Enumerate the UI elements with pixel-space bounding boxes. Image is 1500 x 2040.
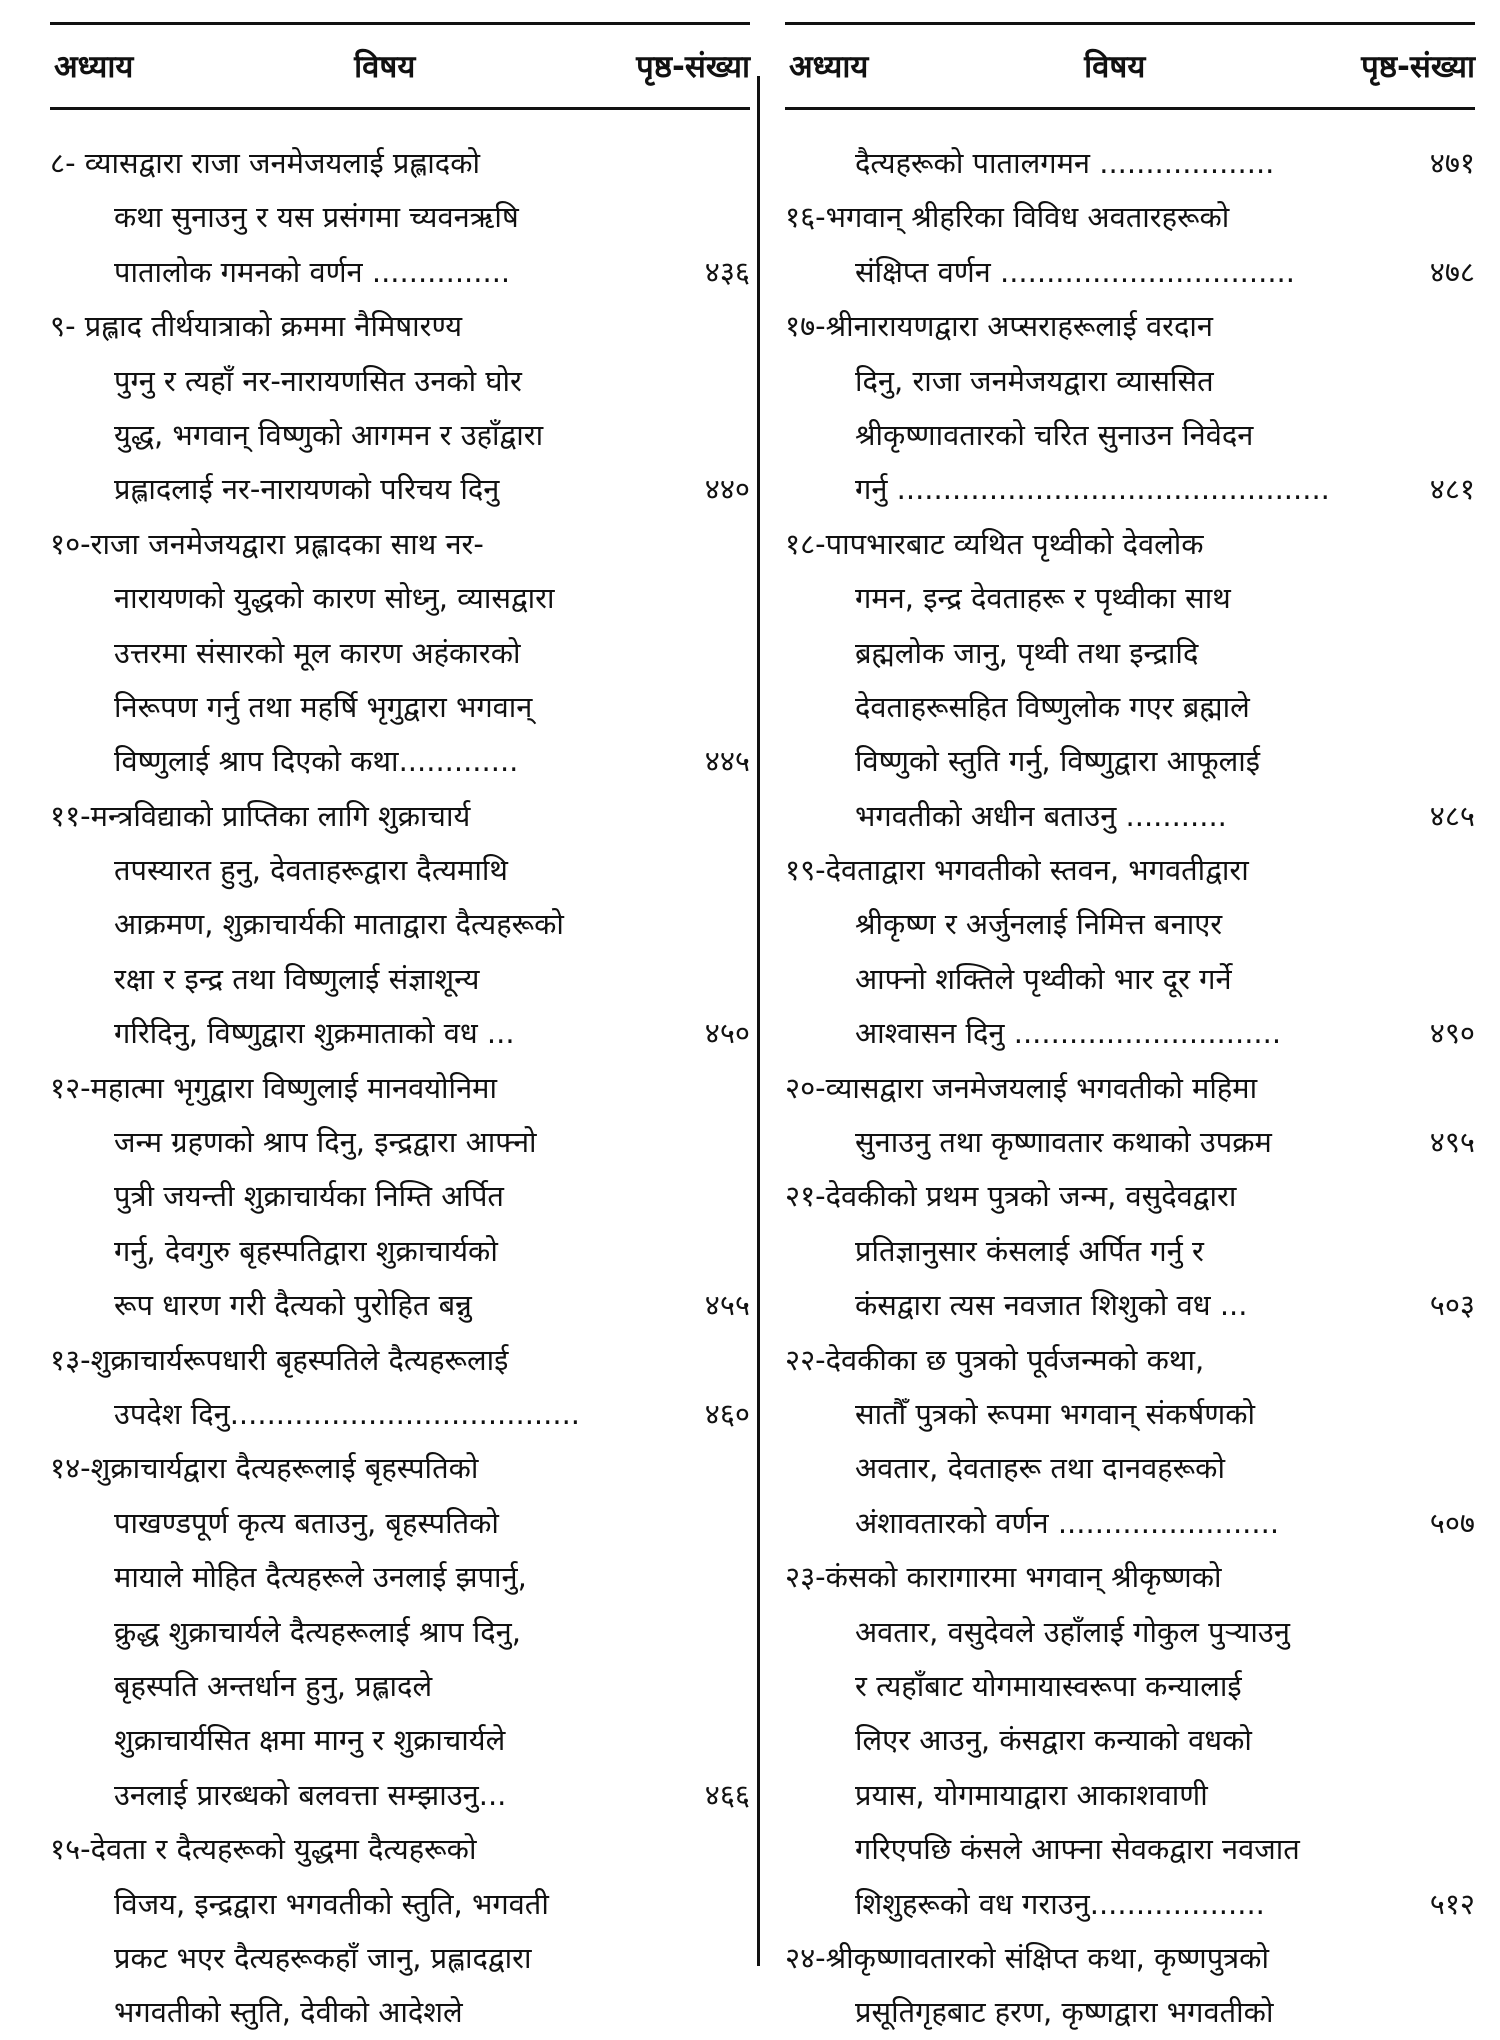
entry-text: १३-शुक्राचार्यरूपधारी बृहस्पतिले दैत्यहरूलाई — [50, 1342, 509, 1377]
entry-text: २१-देवकीको प्रथम पुत्रको जन्म, वसुदेवद्वारा — [785, 1179, 1237, 1214]
entry-page-number: ४८५ — [1429, 798, 1475, 833]
entry-text: सातौँ पुत्रको रूपमा भगवान् संकर्षणको — [855, 1396, 1255, 1431]
entry-line — [50, 1931, 750, 1985]
entry-line — [50, 1061, 750, 1115]
entry-line — [785, 1713, 1475, 1767]
entry-text: गर्नु, देवगुरु बृहस्पतिद्वारा शुक्राचार्यको — [114, 1233, 498, 1268]
column-divider — [757, 76, 760, 1966]
entry-text: क्रुद्ध शुक्राचार्यले दैत्यहरूलाई श्राप दिनु, — [114, 1614, 521, 1649]
left-column — [50, 22, 750, 2040]
entry-page-number: ५०७ — [1429, 1505, 1475, 1540]
entry-text: उत्तरमा संसारको मूल कारण अहंकारको — [114, 635, 521, 670]
entry-line — [50, 843, 750, 897]
entry-text: आक्रमण, शुक्राचार्यकी माताद्वारा दैत्यहरूको — [114, 907, 564, 942]
entry-text: दैत्यहरूको पातालगमन ................... — [855, 146, 1275, 180]
entry-line — [785, 136, 1475, 190]
right-column — [785, 22, 1475, 2040]
entry-text: ९- प्रह्लाद तीर्थयात्राको क्रममा नैमिषारण्य — [50, 309, 463, 344]
entry-line — [785, 1550, 1475, 1604]
entry-text: शुक्राचार्यसित क्षमा माग्नु र शुक्राचार्यले — [114, 1723, 506, 1758]
entry-page-number: ४९५ — [1429, 1125, 1475, 1160]
entry-line — [785, 1768, 1475, 1822]
entry-line — [785, 1278, 1475, 1332]
column-header-left — [50, 25, 750, 110]
entry-line — [785, 1333, 1475, 1387]
entry-text: प्रतिज्ञानुसार कंसलाई अर्पित गर्नु र — [855, 1233, 1204, 1268]
entry-line — [785, 1006, 1475, 1060]
toc-entry — [785, 1061, 1475, 1170]
entry-line — [50, 408, 750, 462]
entry-page-number: ४७१ — [1429, 146, 1475, 180]
entries-right — [785, 136, 1475, 2040]
entry-text: कथा सुनाउनु र यस प्रसंगमा च्यवनऋषि — [114, 200, 519, 235]
entry-text: रक्षा र इन्द्र तथा विष्णुलाई संज्ञाशून्य — [114, 961, 480, 996]
toc-entry — [785, 136, 1475, 190]
entry-line — [785, 1387, 1475, 1441]
entry-text: श्रीकृष्णावतारको चरित सुनाउन निवेदन — [855, 417, 1254, 452]
toc-entry — [50, 1061, 750, 1333]
entry-line — [785, 571, 1475, 625]
entry-text: १७-श्रीनारायणद्वारा अप्सराहरूलाई वरदान — [785, 309, 1213, 344]
header-subject: विषय — [1084, 49, 1146, 85]
entry-text: भगवतीको स्तुति, देवीको आदेशले — [114, 1995, 463, 2030]
entry-text: ११-मन्त्रविद्याको प्राप्तिका लागि शुक्राचार्य — [50, 798, 471, 833]
entry-line — [785, 299, 1475, 353]
entry-line — [50, 680, 750, 734]
entry-line — [785, 1605, 1475, 1659]
entry-line — [50, 190, 750, 244]
entry-text: दिनु, राजा जनमेजयद्वारा व्याससित — [855, 363, 1214, 398]
entry-line — [785, 1822, 1475, 1876]
entry-text: संक्षिप्त वर्णन ................................ — [855, 254, 1295, 289]
entry-text: विष्णुको स्तुति गर्नु, विष्णुद्वारा आफूलाई — [855, 744, 1260, 779]
entry-line — [50, 1713, 750, 1767]
toc-entry — [785, 299, 1475, 517]
entry-text: लिएर आउनु, कंसद्वारा कन्याको वधको — [855, 1723, 1252, 1758]
entry-text: गरिदिनु, विष्णुद्वारा शुक्रमाताको वध ... — [114, 1016, 515, 1051]
toc-entry — [785, 843, 1475, 1061]
entry-text: जन्म ग्रहणको श्राप दिनु, इन्द्रद्वारा आफ्नो — [114, 1125, 537, 1160]
entry-line — [785, 897, 1475, 951]
entry-text: १६-भगवान् श्रीहरिका विविध अवतारहरूको — [785, 200, 1230, 235]
toc-entry — [50, 136, 750, 299]
entry-line — [785, 1985, 1475, 2039]
entry-line — [785, 626, 1475, 680]
entry-page-number: ४६६ — [704, 1777, 750, 1812]
entry-line — [50, 462, 750, 516]
entry-text: विष्णुलाई श्राप दिएको कथा............. — [114, 744, 519, 779]
entry-text: तपस्यारत हुनु, देवताहरूद्वारा दैत्यमाथि — [114, 853, 508, 888]
entry-page-number: ५१२ — [1429, 1886, 1475, 1921]
toc-entry — [785, 1931, 1475, 2040]
entry-line — [50, 1224, 750, 1278]
entry-text: रूप धारण गरी दैत्यको पुरोहित बन्नु — [114, 1288, 472, 1323]
entry-line — [50, 354, 750, 408]
entry-line — [785, 1169, 1475, 1223]
entry-text: अवतार, देवताहरू तथा दानवहरूको — [855, 1451, 1225, 1486]
entry-text: आफ्नो शक्तिले पृथ्वीको भार दूर गर्ने — [855, 961, 1232, 996]
entry-text: पाखण्डपूर्ण कृत्य बताउनु, बृहस्पतिको — [114, 1505, 499, 1540]
entry-page-number: ४४५ — [704, 744, 750, 779]
entry-text: युद्ध, भगवान् विष्णुको आगमन र उहाँद्वारा — [114, 417, 544, 452]
entry-line — [785, 1496, 1475, 1550]
entry-line — [785, 1441, 1475, 1495]
header-subject: विषय — [354, 49, 416, 85]
toc-entry — [50, 517, 750, 789]
entry-text: प्रयास, योगमायाद्वारा आकाशवाणी — [855, 1777, 1208, 1812]
toc-entry — [50, 1441, 750, 1822]
entry-page-number: ४५५ — [704, 1288, 750, 1323]
header-page: पृष्ठ-संख्या — [1361, 49, 1475, 85]
entry-text: विजय, इन्द्रद्वारा भगवतीको स्तुति, भगवती — [114, 1886, 549, 1921]
entry-line — [785, 734, 1475, 788]
entry-line — [785, 1061, 1475, 1115]
toc-entry — [50, 789, 750, 1061]
entry-line — [50, 245, 750, 299]
entry-page-number: ४५० — [704, 1016, 750, 1051]
entry-line — [785, 354, 1475, 408]
entry-text: गर्नु ............................................... — [855, 472, 1330, 507]
entry-page-number: ५०३ — [1429, 1288, 1475, 1323]
entry-line — [50, 1768, 750, 1822]
entry-line — [785, 952, 1475, 1006]
toc-entry — [50, 299, 750, 517]
entries-left — [50, 136, 750, 2040]
entry-line — [785, 517, 1475, 571]
header-chapter: अध्याय — [789, 49, 869, 85]
entry-page-number: ४९० — [1429, 1016, 1475, 1051]
entry-text: अवतार, वसुदेवले उहाँलाई गोकुल पुऱ्याउनु — [855, 1614, 1290, 1649]
entry-line — [50, 1822, 750, 1876]
entry-text: उपदेश दिनु...................................... — [114, 1396, 581, 1431]
entry-text: सुनाउनु तथा कृष्णावतार कथाको उपक्रम — [855, 1125, 1272, 1160]
entry-line — [785, 1224, 1475, 1278]
entry-line — [50, 1115, 750, 1169]
entry-text: प्रह्लादलाई नर-नारायणको परिचय दिनु — [114, 472, 500, 507]
entry-text: कंसद्वारा त्यस नवजात शिशुको वध ... — [855, 1288, 1248, 1323]
entry-line — [785, 843, 1475, 897]
entry-line — [50, 571, 750, 625]
entry-line — [50, 1605, 750, 1659]
entry-line — [785, 789, 1475, 843]
entry-line — [50, 789, 750, 843]
entry-line — [50, 1333, 750, 1387]
entry-line — [50, 897, 750, 951]
entry-text: मायाले मोहित दैत्यहरूले उनलाई झपार्नु, — [114, 1560, 527, 1595]
entry-line — [785, 245, 1475, 299]
entry-line — [50, 1387, 750, 1441]
entry-text: बृहस्पति अन्तर्धान हुनु, प्रह्लादले — [114, 1668, 433, 1703]
entry-text: १९-देवताद्वारा भगवतीको स्तवन, भगवतीद्वारा — [785, 853, 1249, 888]
entry-line — [50, 1985, 750, 2039]
entry-line — [785, 1659, 1475, 1713]
entry-text: १८-पापभारबाट व्यथित पृथ्वीको देवलोक — [785, 526, 1204, 561]
entry-text: पातालोक गमनको वर्णन ............... — [114, 254, 511, 289]
entry-text: २०-व्यासद्वारा जनमेजयलाई भगवतीको महिमा — [785, 1070, 1258, 1105]
entry-page-number: ४३६ — [704, 254, 750, 289]
entry-line — [50, 1278, 750, 1332]
header-page: पृष्ठ-संख्या — [636, 49, 750, 85]
entry-page-number: ४६० — [704, 1396, 750, 1431]
entry-line — [785, 1115, 1475, 1169]
entry-line — [50, 1877, 750, 1931]
entry-text: देवताहरूसहित विष्णुलोक गएर ब्रह्माले — [855, 689, 1250, 724]
entry-line — [785, 462, 1475, 516]
entry-line — [50, 952, 750, 1006]
entry-text: अंशावतारको वर्णन ........................ — [855, 1505, 1280, 1540]
entry-text: ब्रह्मलोक जानु, पृथ्वी तथा इन्द्रादि — [855, 635, 1199, 670]
entry-line — [785, 1931, 1475, 1985]
entry-text: गमन, इन्द्र देवताहरू र पृथ्वीका साथ — [855, 581, 1231, 616]
toc-entry — [785, 190, 1475, 299]
entry-line — [50, 626, 750, 680]
entry-text: १४-शुक्राचार्यद्वारा दैत्यहरूलाई बृहस्पतिको — [50, 1451, 479, 1486]
entry-line — [785, 680, 1475, 734]
entry-text: प्रकट भएर दैत्यहरूकहाँ जानु, प्रह्लादद्वारा — [114, 1940, 532, 1975]
entry-text: नारायणको युद्धको कारण सोध्नु, व्यासद्वारा — [114, 581, 555, 616]
column-header-right — [785, 25, 1475, 110]
entry-line — [50, 1441, 750, 1495]
entry-page-number: ४८१ — [1429, 472, 1475, 507]
entry-line — [50, 1169, 750, 1223]
header-chapter: अध्याय — [54, 49, 134, 85]
entry-line — [50, 299, 750, 353]
entry-line — [50, 1550, 750, 1604]
entry-line — [50, 517, 750, 571]
entry-page-number: ४४० — [704, 472, 750, 507]
entry-text: शिशुहरूको वध गराउनु................... — [855, 1886, 1265, 1921]
entry-text: गरिएपछि कंसले आफ्ना सेवकद्वारा नवजात — [855, 1832, 1300, 1867]
entry-text: १२-महात्मा भृगुद्वारा विष्णुलाई मानवयोनिमा — [50, 1070, 498, 1105]
entry-line — [785, 190, 1475, 244]
entry-text: २३-कंसको कारागारमा भगवान् श्रीकृष्णको — [785, 1560, 1222, 1595]
toc-entry — [785, 1550, 1475, 1931]
entry-text: प्रसूतिगृहबाट हरण, कृष्णद्वारा भगवतीको — [855, 1995, 1274, 2030]
entry-line — [50, 1496, 750, 1550]
entry-text: र त्यहाँबाट योगमायास्वरूपा कन्यालाई — [855, 1668, 1242, 1703]
entry-text: निरूपण गर्नु तथा महर्षि भृगुद्वारा भगवान् — [114, 689, 533, 724]
entry-line — [785, 408, 1475, 462]
entry-line — [50, 734, 750, 788]
entry-text: पुग्नु र त्यहाँ नर-नारायणसित उनको घोर — [114, 363, 522, 398]
entry-text: पुत्री जयन्ती शुक्राचार्यका निम्ति अर्पित — [114, 1179, 504, 1214]
entry-text: आश्वासन दिनु ............................. — [855, 1016, 1282, 1051]
toc-entry — [50, 1822, 750, 2040]
entry-text: १०-राजा जनमेजयद्वारा प्रह्लादका साथ नर- — [50, 526, 484, 561]
toc-entry — [785, 1333, 1475, 1551]
toc-entry — [50, 1333, 750, 1442]
entry-text: २४-श्रीकृष्णावतारको संक्षिप्त कथा, कृष्णपुत्रको — [785, 1940, 1269, 1975]
entry-text: ८- व्यासद्वारा राजा जनमेजयलाई प्रह्लादको — [50, 146, 480, 180]
entry-line — [50, 136, 750, 190]
toc-entry — [785, 1169, 1475, 1332]
entry-line — [50, 1006, 750, 1060]
entry-text: भगवतीको अधीन बताउनु ........... — [855, 798, 1227, 833]
entry-line — [50, 1659, 750, 1713]
toc-entry — [785, 517, 1475, 843]
entry-page-number: ४७८ — [1429, 254, 1475, 289]
entry-text: उनलाई प्रारब्धको बलवत्ता सम्झाउनु... — [114, 1777, 507, 1812]
entry-line — [785, 1877, 1475, 1931]
entry-text: १५-देवता र दैत्यहरूको युद्धमा दैत्यहरूको — [50, 1832, 477, 1867]
entry-text: श्रीकृष्ण र अर्जुनलाई निमित्त बनाएर — [855, 907, 1223, 942]
entry-text: २२-देवकीका छ पुत्रको पूर्वजन्मको कथा, — [785, 1342, 1205, 1377]
